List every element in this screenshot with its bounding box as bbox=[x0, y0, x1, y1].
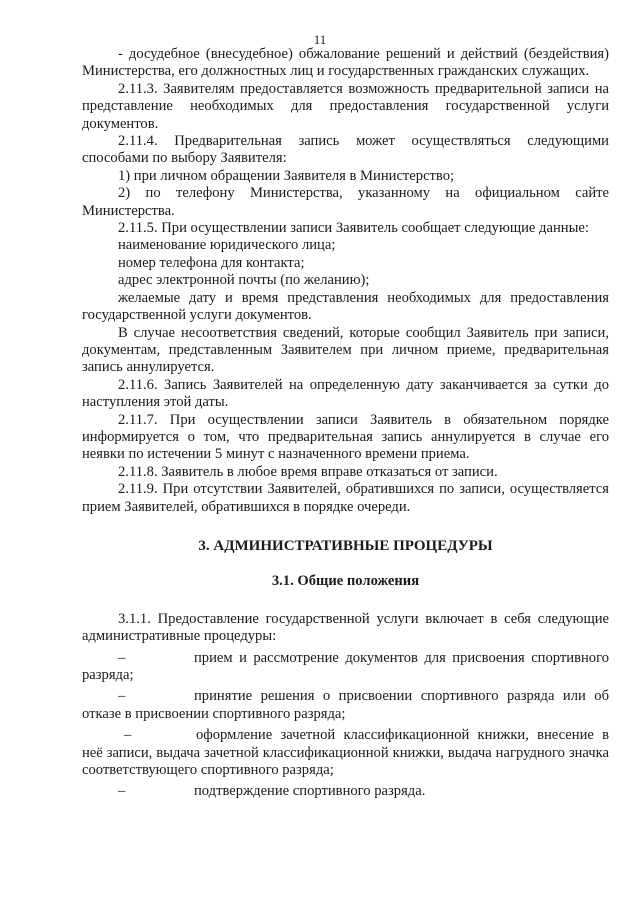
paragraph-mismatch: В случае несоответствия сведений, которые сообщил Заявитель при записи, документам, представленным Заявителем при личном приеме, предварительная запись аннулируется. bbox=[82, 324, 609, 376]
paragraph-2-11-4: 2.11.4. Предварительная запись может осуществляться следующими способами по выбору Заявителя: bbox=[82, 133, 609, 167]
dash-marker: – bbox=[118, 688, 126, 705]
page-number: 11 bbox=[313, 32, 327, 47]
document-body bbox=[82, 46, 609, 801]
paragraph-data-org-name: наименование юридического лица; bbox=[118, 237, 336, 254]
dash-marker: – bbox=[118, 649, 126, 666]
list-item bbox=[82, 783, 609, 800]
paragraph-2-11-3: 2.11.3. Заявителям предоставляется возможность предварительной записи на представление необходимых для предоставления государственной услуги документов. bbox=[82, 80, 609, 132]
list-item bbox=[82, 688, 609, 723]
list-item bbox=[82, 727, 609, 779]
paragraph-2-11-8: 2.11.8. Заявитель в любое время вправе отказаться от записи. bbox=[118, 463, 498, 480]
paragraph-method-1: 1) при личном обращении Заявителя в Министерство; bbox=[118, 167, 455, 184]
paragraph-2-11-6: 2.11.6. Запись Заявителей на определенную дату заканчивается за сутки до наступления этой даты. bbox=[82, 376, 609, 411]
list-item-text: подтверждение спортивного разряда. bbox=[194, 783, 426, 800]
paragraph-2-11-9: 2.11.9. При отсутствии Заявителей, обратившихся по записи, осуществляется прием Заявителей, обратившихся в порядке очереди. bbox=[82, 481, 609, 515]
paragraph-appeal: - досудебное (внесудебное) обжалование решений и действий (бездействия) Министерства, его должностных лиц и государственных гражданских служащих. bbox=[82, 46, 609, 80]
paragraph-2-11-5: 2.11.5. При осуществлении записи Заявитель сообщает следующие данные: bbox=[118, 220, 589, 237]
subsection-title: 3.1. Общие положения bbox=[271, 573, 420, 590]
dash-marker: – bbox=[118, 783, 126, 800]
paragraph-data-phone: номер телефона для контакта; bbox=[118, 254, 305, 271]
list-item-text: прием и рассмотрение документов для присвоения спортивного разряда; bbox=[82, 649, 609, 683]
paragraph-3-1-1: 3.1.1. Предоставление государственной услуги включает в себя следующие административные процедуры: bbox=[82, 610, 609, 645]
list-item bbox=[82, 650, 609, 685]
paragraph-method-2: 2) по телефону Министерства, указанному на официальном сайте Министерства. bbox=[82, 185, 609, 219]
dash-marker: – bbox=[124, 727, 132, 744]
section-title: 3. АДМИНИСТРАТИВНЫЕ ПРОЦЕДУРЫ bbox=[198, 537, 493, 554]
list-item-text: принятие решения о присвоении спортивного разряда или об отказе в присвоении спортивного разряда; bbox=[82, 688, 609, 722]
paragraph-data-email: адрес электронной почты (по желанию); bbox=[118, 272, 370, 289]
list-item-text: оформление зачетной классификационной книжки, внесение в неё записи, выдача зачетной классификационной книжки, выдача нагрудного значка соответствующего спортивного разряда; bbox=[82, 727, 609, 779]
paragraph-data-date: желаемые дату и время представления необходимых для предоставления государственной услуги документов. bbox=[82, 289, 609, 324]
paragraph-2-11-7: 2.11.7. При осуществлении записи Заявитель в обязательном порядке информируется о том, что предварительная запись аннулируется в случае его неявки по истечении 5 минут с назначенного времени приема. bbox=[82, 411, 609, 463]
